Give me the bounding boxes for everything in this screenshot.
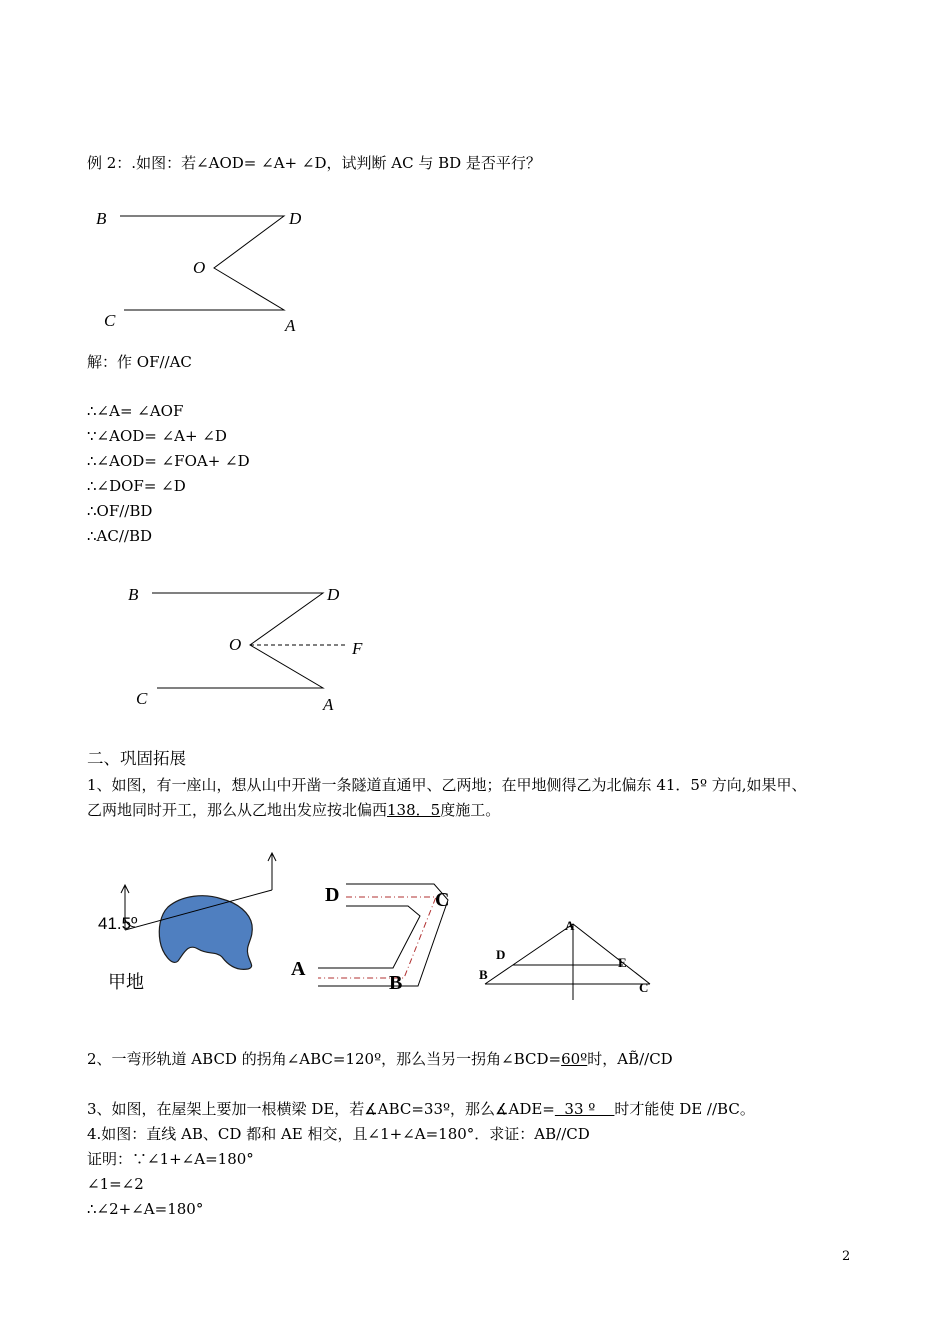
solution-step: ∴∠DOF= ∠D <box>87 477 186 495</box>
solution-intro: 解：作 OF//AC <box>87 353 192 371</box>
label-o: O <box>229 635 242 654</box>
question-1-line-1: 1、如图，有一座山，想从山中开凿一条隧道直通甲、乙两地；在甲地侧得乙为北偏东 41．5º 方向,如果甲、 <box>87 776 807 794</box>
roof-label-d: D <box>496 947 506 962</box>
label-a: A <box>323 695 334 714</box>
figure-track <box>288 870 463 1000</box>
solution-step: ∴AC//BD <box>87 527 153 545</box>
mountain-shape <box>159 896 252 970</box>
label-o: O <box>193 258 206 277</box>
label-d: D <box>289 209 302 228</box>
roof-label-b: B <box>479 967 488 982</box>
figure-aod-with-f <box>120 575 380 720</box>
label-c: C <box>104 311 116 330</box>
solution-step: ∵∠AOD= ∠A+ ∠D <box>87 427 227 445</box>
question-3 <box>87 1100 755 1118</box>
angle-label: 41.5º <box>98 914 138 933</box>
label-c: C <box>136 689 148 708</box>
figure-aod <box>80 200 340 340</box>
roof-label-e: E <box>618 955 627 970</box>
track-label-b: B <box>389 972 403 994</box>
proof-line: ∠1=∠2 <box>87 1175 144 1193</box>
track-centerline <box>318 897 436 978</box>
question-1-line-2 <box>87 801 500 819</box>
page-number: 2 <box>842 1249 851 1264</box>
question-2 <box>87 1050 673 1068</box>
label-a: A <box>285 316 296 335</box>
proof-line: ∴∠2+∠A=180° <box>87 1200 204 1218</box>
q3-text-post: 时才能使 DE //BC。 <box>614 1100 755 1118</box>
figure-mountain <box>90 845 290 1000</box>
label-b: B <box>96 209 107 228</box>
question-4: 4.如图：直线 AB、CD 都和 AE 相交，且∠1+∠A=180°．求证：AB//CD <box>87 1125 590 1143</box>
solution-step: ∴∠AOD= ∠FOA+ ∠D <box>87 452 250 470</box>
q1-text-post: 度施工。 <box>440 801 501 819</box>
q2-text-pre: 2、一弯形轨道 ABCD 的拐角∠ABC=120º，那么当另一拐角∠BCD= <box>87 1050 562 1068</box>
place-label-jia: 甲地 <box>108 972 144 992</box>
track-label-a: A <box>291 958 306 980</box>
track-label-d: D <box>325 884 340 906</box>
solution-step: ∴OF//BD <box>87 502 153 520</box>
roof-label-a: A <box>565 918 575 933</box>
q1-answer: 138．5 <box>387 801 441 819</box>
proof-line: 证明：∵∠1+∠A=180° <box>87 1150 254 1168</box>
label-d: D <box>327 585 340 604</box>
roof-label-c: C <box>639 980 649 995</box>
label-b: B <box>128 585 139 604</box>
q1-text-pre: 乙两地同时开工，那么从乙地出发应按北偏西 <box>87 801 388 819</box>
roof-triangle <box>485 924 650 984</box>
example2-question: 例 2：.如图：若∠AOD= ∠A+ ∠D，试判断 AC 与 BD 是否平行？ <box>87 154 541 172</box>
q2-text-post: 时，AB̃//CD <box>587 1050 673 1068</box>
q3-text-pre: 3、如图，在屋架上要加一根横梁 DE，若∡ABC=33º，那么∡ADE= <box>87 1100 555 1118</box>
q2-answer: 60º <box>561 1050 588 1068</box>
solution-step: ∴∠A= ∠AOF <box>87 402 184 420</box>
track-label-c: C <box>435 889 450 911</box>
figure-roof <box>475 912 665 1007</box>
section-heading: 二、巩固拓展 <box>87 749 186 768</box>
track-inner <box>318 906 420 968</box>
q3-answer: 33 º <box>554 1100 615 1118</box>
label-f: F <box>352 639 363 658</box>
